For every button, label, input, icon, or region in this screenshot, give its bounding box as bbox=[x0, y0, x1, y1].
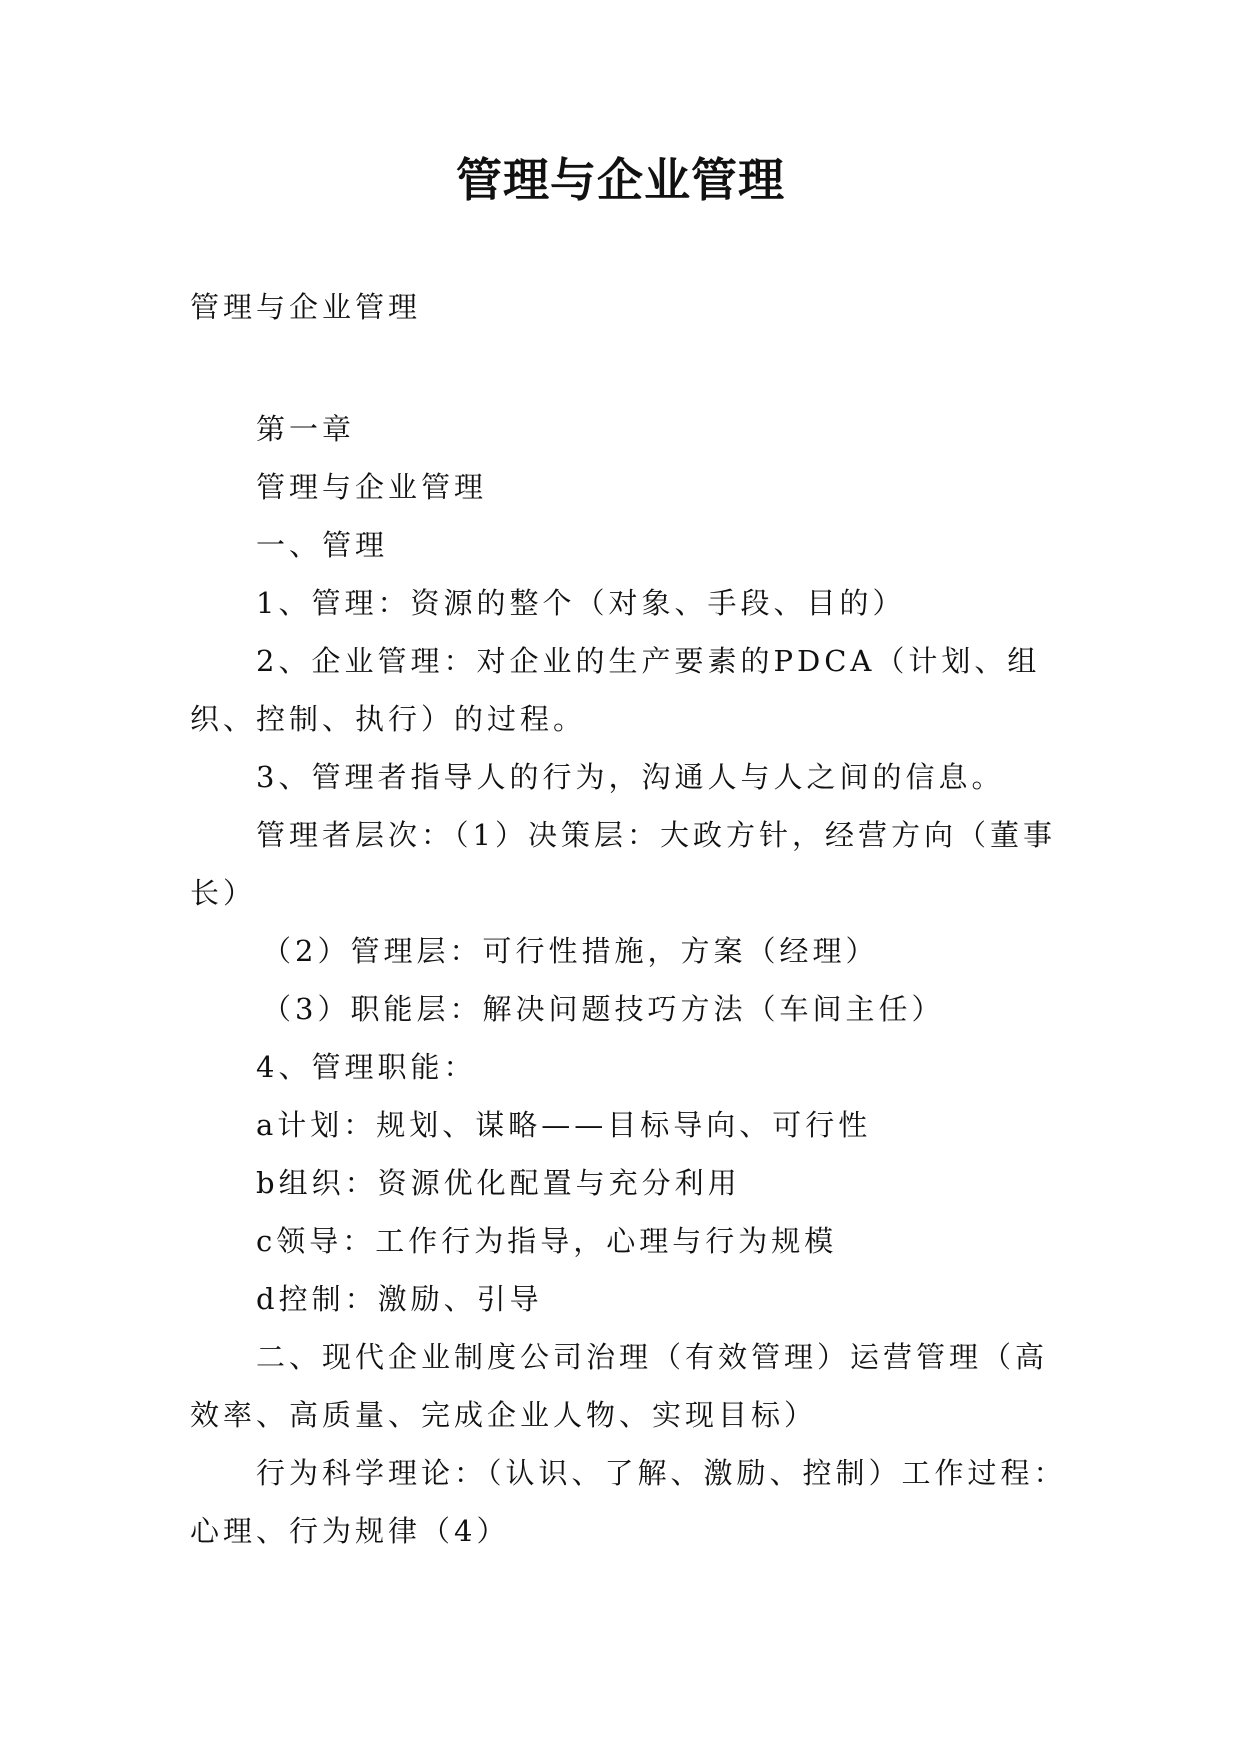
list-item: b组织：资源优化配置与充分利用 bbox=[256, 1166, 741, 1200]
paragraph: 3、管理者指导人的行为，沟通人与人之间的信息。 bbox=[256, 760, 1005, 794]
document-body bbox=[190, 400, 1070, 1560]
paragraph: （3）职能层：解决问题技巧方法（车间主任） bbox=[262, 992, 945, 1026]
paragraph: 行为科学理论：（认识、了解、激励、控制）工作过程：心理、行为规律（4） bbox=[190, 1456, 1067, 1548]
paragraph: 管理者层次：（1）决策层：大政方针，经营方向（董事长） bbox=[190, 818, 1056, 910]
section-heading: 一、管理 bbox=[256, 528, 389, 562]
paragraph: （2）管理层：可行性措施，方案（经理） bbox=[262, 934, 879, 968]
list-item: a计划：规划、谋略——目标导向、可行性 bbox=[256, 1108, 872, 1142]
chapter-title: 管理与企业管理 bbox=[256, 470, 488, 504]
section-heading: 二、现代企业制度公司治理（有效管理）运营管理（高效率、高质量、完成企业人物、实现目标） bbox=[190, 1340, 1049, 1432]
document-subtitle: 管理与企业管理 bbox=[190, 290, 422, 324]
paragraph: 4、管理职能： bbox=[256, 1050, 477, 1084]
paragraph: 1、管理：资源的整个（对象、手段、目的） bbox=[256, 586, 906, 620]
list-item: d控制：激励、引导 bbox=[256, 1282, 543, 1316]
chapter-number: 第一章 bbox=[256, 412, 356, 446]
paragraph: 2、企业管理：对企业的生产要素的PDCA（计划、组织、控制、执行）的过程。 bbox=[190, 644, 1041, 736]
document-title: 管理与企业管理 bbox=[456, 153, 785, 207]
list-item: c领导：工作行为指导，心理与行为规模 bbox=[256, 1224, 838, 1258]
